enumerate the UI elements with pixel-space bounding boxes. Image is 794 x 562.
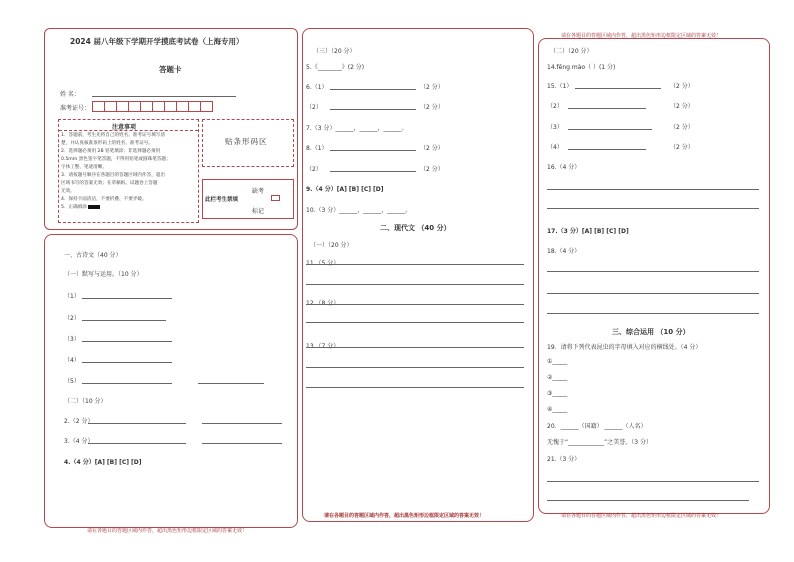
- q5: 5.《________》(2 分): [306, 64, 365, 71]
- notice-title: 注意事项: [112, 124, 137, 131]
- q3: 3.（4 分）: [64, 438, 94, 445]
- q18: 18.（4 分）: [547, 248, 581, 255]
- q21: 21.（3 分）: [547, 456, 581, 463]
- answer-line[interactable]: [202, 443, 282, 444]
- answer-line[interactable]: [547, 293, 759, 294]
- notice-item: 字体工整、笔迹清晰。: [61, 165, 107, 170]
- col1-answer-area: [44, 234, 298, 528]
- q19: 19．请将下列代表昆虫的字母填入对应的横线处。（4 分）: [547, 344, 702, 351]
- notice-item: 0.5mm 黑色签字笔答题，不得用铅笔或圆珠笔答题；: [61, 157, 171, 162]
- answer-line[interactable]: [547, 189, 759, 190]
- answer-line[interactable]: [202, 423, 282, 424]
- q6-2: （2）: [306, 104, 322, 111]
- q19-mark-2[interactable]: ②_____: [547, 374, 568, 381]
- name-field[interactable]: [92, 96, 236, 97]
- sub-2-title: （二）（10 分）: [64, 398, 107, 405]
- q15-2: （2）: [547, 103, 563, 110]
- warning-col3-top: 请在各题目的答题区域内作答，超出黑色矩形边框限定区域的答案无效！: [561, 33, 722, 39]
- section-2-title: 二、现代文 （40 分）: [380, 224, 451, 232]
- q6-1: 6.（1）: [306, 84, 328, 91]
- item-2: （2）: [64, 315, 80, 322]
- notice-item: 4．保持卡面清洁，不要折叠、不要弄破。: [61, 197, 147, 202]
- item-1: （1）: [64, 293, 80, 300]
- answer-line[interactable]: [568, 129, 652, 130]
- answer-line[interactable]: [330, 89, 416, 90]
- q10: 10.（3 分）______，______，______。: [306, 207, 412, 214]
- section-3-title: 三、综合运用 （10 分）: [612, 328, 690, 336]
- q8-2: （2）: [306, 166, 322, 173]
- notice-item: 5．正确填涂: [61, 204, 171, 212]
- notice-list: [61, 132, 171, 212]
- notice-item: 区域书写的答案无效；在草稿纸、试题卷上答题: [61, 181, 158, 186]
- answer-line[interactable]: [568, 149, 646, 150]
- answer-line[interactable]: [82, 320, 166, 321]
- name-label: 姓 名：: [60, 91, 80, 98]
- col2-answer-area: [302, 28, 534, 522]
- absent-label: 此栏考生禁填: [205, 197, 239, 203]
- q13: 13.（7 分）: [306, 343, 340, 350]
- answer-line[interactable]: [82, 383, 172, 384]
- q11: 11.（5 分）: [306, 260, 340, 267]
- q20-line-1: 20．______（国籍） ______（人名）: [547, 423, 647, 430]
- answer-sheet-subtitle: 答题卡: [159, 65, 182, 74]
- item-5: （5）: [64, 378, 80, 385]
- score: （2 分）: [420, 145, 444, 152]
- answer-line[interactable]: [330, 109, 416, 110]
- answer-line[interactable]: [330, 171, 416, 172]
- choice-q17[interactable]: 17.（3 分）[A] [B] [C] [D]: [547, 228, 629, 235]
- choice-q4[interactable]: 4.（4 分）[A] [B] [C] [D]: [64, 459, 142, 466]
- answer-line[interactable]: [306, 264, 524, 265]
- q15-4: （4）: [547, 144, 563, 151]
- answer-line[interactable]: [306, 367, 524, 368]
- score: （2 分）: [670, 144, 694, 151]
- answer-line[interactable]: [330, 150, 416, 151]
- score: （2 分）: [670, 103, 694, 110]
- answer-line[interactable]: [306, 322, 524, 323]
- q12: 12.（8 分）: [306, 300, 340, 307]
- q15-1: 15.（1）: [547, 83, 573, 90]
- notice-item: 3．请按题号顺序在各题目的答题区域内作答，超出: [61, 173, 165, 178]
- answer-line[interactable]: [568, 108, 646, 109]
- answer-line[interactable]: [306, 347, 524, 348]
- item-4: （4）: [64, 357, 80, 364]
- answer-line[interactable]: [547, 208, 759, 209]
- score: （2 分）: [670, 83, 694, 90]
- answer-line[interactable]: [82, 362, 172, 363]
- notice-divider: [59, 130, 198, 131]
- warning-col1: 请在各题目的答题区域内作答，超出黑色矩形边框限定区域的答案无效！: [87, 528, 248, 534]
- q16: 16.（4 分）: [547, 164, 581, 171]
- q19-mark-4[interactable]: ④_____: [547, 406, 568, 413]
- sub-4-title: （一）（20 分）: [310, 242, 353, 249]
- answer-line[interactable]: [88, 423, 186, 424]
- sub-3-title: （三）（20 分）: [313, 48, 356, 55]
- answer-line[interactable]: [306, 284, 524, 285]
- answer-line[interactable]: [88, 443, 186, 444]
- section-1-title: 一、古诗文（40 分）: [64, 252, 122, 259]
- q2: 2.（2 分）: [64, 418, 94, 425]
- exam-title: 2024 届八年级下学期开学摸底考试卷（上海专用）: [70, 37, 244, 46]
- score: （2 分）: [420, 104, 444, 111]
- answer-line[interactable]: [306, 387, 524, 388]
- sub-1-title: （一）默写与运用。（10 分）: [64, 271, 143, 278]
- score: （2 分）: [670, 124, 694, 131]
- answer-line[interactable]: [547, 481, 759, 482]
- absent-mark-1: 缺考: [252, 188, 265, 195]
- exam-id-label: 准考证号：: [60, 105, 91, 112]
- warning-col2: 请在各题目的答题区域内作答，超出黑色矩形边框限定区域的答案无效！: [324, 513, 485, 519]
- barcode-label: 贴条形码区: [225, 137, 268, 146]
- notice-item: 1．答题前，考生先将自己的姓名、准考证号填写清: [61, 133, 165, 138]
- answer-line[interactable]: [198, 383, 264, 384]
- warning-col3-bottom: 请在各题目的答题区域内作答，超出黑色矩形边框限定区域的答案无效！: [561, 513, 722, 519]
- choice-q9[interactable]: 9.（4 分）[A] [B] [C] [D]: [306, 186, 384, 193]
- score: （2 分）: [420, 166, 444, 173]
- q8-1: 8.（1）: [306, 145, 328, 152]
- answer-line[interactable]: [82, 298, 172, 299]
- notice-item: 楚，并认真核准条形码上的姓名、准考证号。: [61, 141, 153, 146]
- answer-line[interactable]: [575, 88, 661, 89]
- exam-id-cells[interactable]: [92, 101, 212, 112]
- notice-item: 无效。: [61, 189, 75, 194]
- absent-checkbox[interactable]: [271, 195, 280, 201]
- absent-mark-2: 标记: [252, 208, 265, 215]
- sub-5-title: （二）（20 分）: [550, 48, 593, 55]
- q14: 14.fēng mào（ ）(1 分): [547, 64, 616, 71]
- answer-line[interactable]: [306, 304, 524, 305]
- item-3: （3）: [64, 336, 80, 343]
- q19-mark-3[interactable]: ③_____: [547, 390, 568, 397]
- notice-item: 2．选择题必须用 2B 铅笔填涂；非选择题必须用: [61, 149, 161, 154]
- q20-line-2: 无愧于“____________”之美誉。（3 分）: [547, 439, 652, 446]
- answer-line[interactable]: [547, 313, 759, 314]
- q7: 7.（3 分）______，______，______。: [306, 125, 408, 132]
- answer-line[interactable]: [547, 500, 749, 501]
- score: （2 分）: [420, 84, 444, 91]
- q15-3: （3）: [547, 124, 563, 131]
- answer-line[interactable]: [547, 271, 759, 272]
- answer-line[interactable]: [82, 341, 172, 342]
- filled-mark-icon: [88, 205, 100, 209]
- q19-mark-1[interactable]: ①_____: [547, 358, 568, 365]
